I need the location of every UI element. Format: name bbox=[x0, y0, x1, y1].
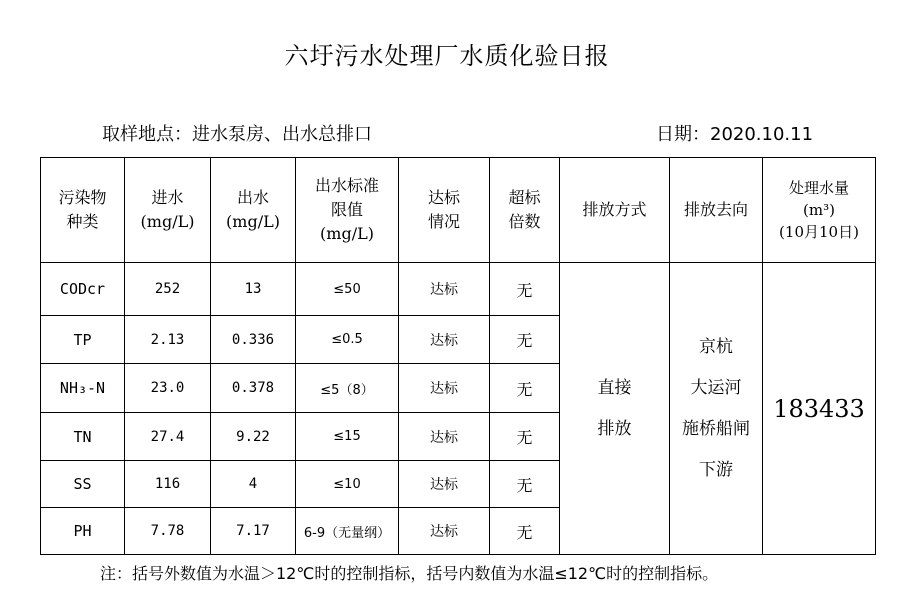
outflow-value: 7.17 bbox=[211, 508, 296, 555]
limit-value: ≤10 bbox=[296, 461, 399, 508]
exceed-value: 无 bbox=[490, 508, 560, 555]
table-row bbox=[41, 263, 876, 316]
limit-value: ≤0.5 bbox=[296, 316, 399, 364]
header-discharge-method: 排放方式 bbox=[560, 158, 670, 263]
treated-volume-value: 183433 bbox=[763, 263, 876, 555]
exceed-value: 无 bbox=[490, 263, 560, 316]
status-value: 达标 bbox=[399, 364, 490, 413]
exceed-value: 无 bbox=[490, 461, 560, 508]
discharge-destination-cell: 京杭 大运河 施桥船闸 下游 bbox=[670, 263, 763, 555]
footnote: 注：括号外数值为水温＞12℃时的控制指标，括号内数值为水温≤12℃时的控制指标。 bbox=[100, 564, 719, 583]
status-value: 达标 bbox=[399, 413, 490, 461]
status-value: 达标 bbox=[399, 461, 490, 508]
inflow-value: 23.0 bbox=[125, 364, 211, 413]
outflow-value: 9.22 bbox=[211, 413, 296, 461]
inflow-value: 2.13 bbox=[125, 316, 211, 364]
outflow-value: 13 bbox=[211, 263, 296, 316]
exceed-value: 无 bbox=[490, 316, 560, 364]
pollutant-name: SS bbox=[41, 461, 125, 508]
limit-value: ≤50 bbox=[296, 263, 399, 316]
pollutant-name: TP bbox=[41, 316, 125, 364]
limit-value: ≤15 bbox=[296, 413, 399, 461]
header-row bbox=[41, 158, 876, 263]
outflow-value: 0.378 bbox=[211, 364, 296, 413]
pollutant-name: TN bbox=[41, 413, 125, 461]
inflow-value: 7.78 bbox=[125, 508, 211, 555]
limit-value: ≤5（8） bbox=[296, 364, 399, 413]
pollutant-name: PH bbox=[41, 508, 125, 555]
status-value: 达标 bbox=[399, 508, 490, 555]
pollutant-name: CODcr bbox=[41, 263, 125, 316]
header-status: 达标 情况 bbox=[399, 158, 490, 263]
pollutant-name: NH₃-N bbox=[41, 364, 125, 413]
report-date: 日期：2020.10.11 bbox=[656, 124, 814, 145]
header-inflow: 进水 (mg/L) bbox=[125, 158, 211, 263]
status-value: 达标 bbox=[399, 316, 490, 364]
header-limit: 出水标准 限值 (mg/L) bbox=[296, 158, 399, 263]
header-volume: 处理水量 (m³) (10月10日) bbox=[763, 158, 876, 263]
outflow-value: 0.336 bbox=[211, 316, 296, 364]
limit-value: 6-9（无量纲） bbox=[296, 508, 399, 555]
report-title: 六圩污水处理厂水质化验日报 bbox=[284, 42, 610, 70]
header-outflow: 出水 (mg/L) bbox=[211, 158, 296, 263]
inflow-value: 116 bbox=[125, 461, 211, 508]
header-pollutant-type: 污染物 种类 bbox=[41, 158, 125, 263]
outflow-value: 4 bbox=[211, 461, 296, 508]
water-quality-table bbox=[40, 157, 876, 555]
inflow-value: 27.4 bbox=[125, 413, 211, 461]
status-value: 达标 bbox=[399, 263, 490, 316]
header-discharge-dest: 排放去向 bbox=[670, 158, 763, 263]
sampling-location: 取样地点：进水泵房、出水总排口 bbox=[102, 124, 372, 145]
inflow-value: 252 bbox=[125, 263, 211, 316]
discharge-method-cell: 直接 排放 bbox=[560, 263, 670, 555]
header-exceed: 超标 倍数 bbox=[490, 158, 560, 263]
exceed-value: 无 bbox=[490, 364, 560, 413]
exceed-value: 无 bbox=[490, 413, 560, 461]
